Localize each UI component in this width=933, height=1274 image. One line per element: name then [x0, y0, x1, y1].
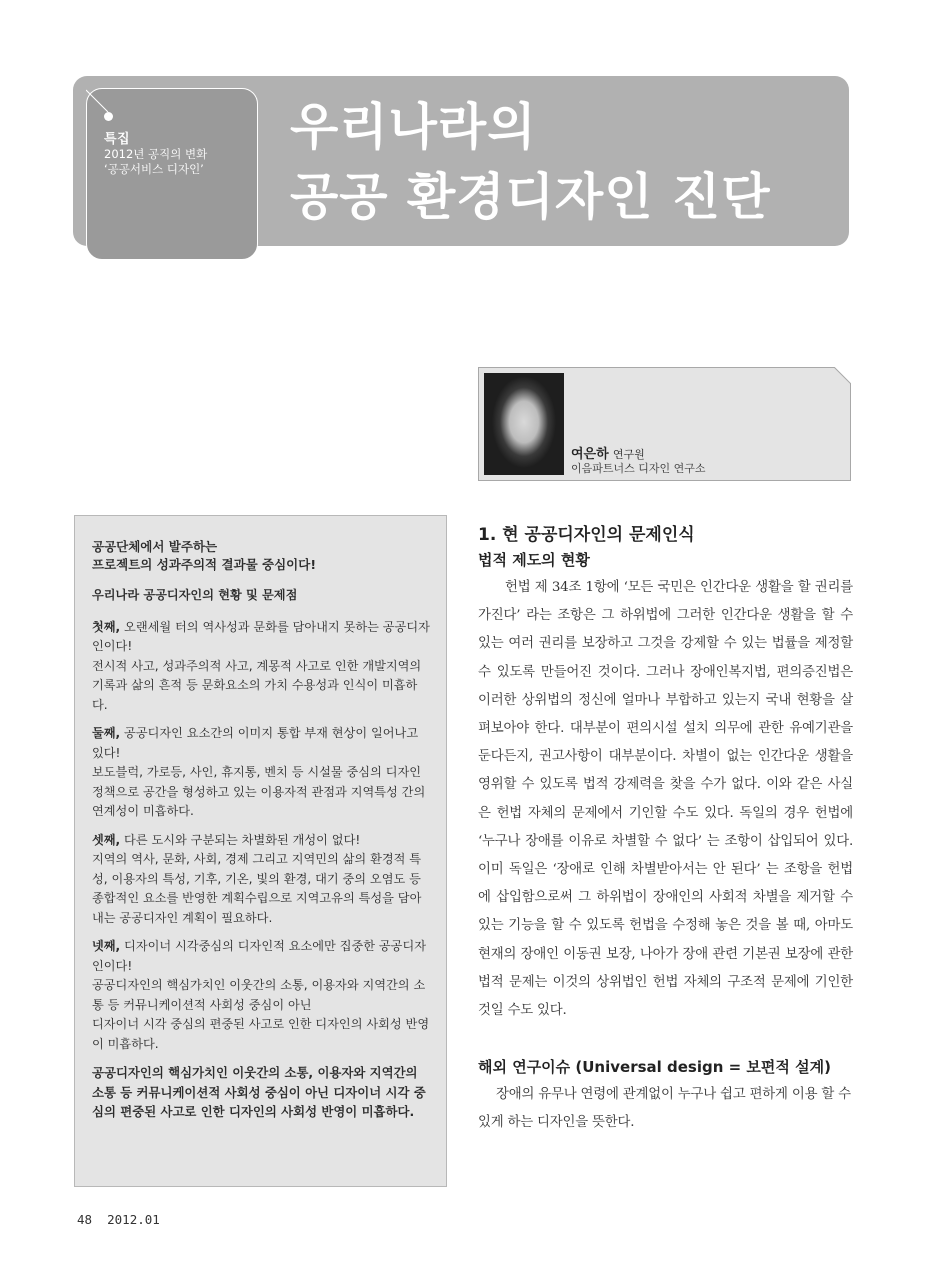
sidebar-item-title	[92, 724, 430, 763]
section-title: 1. 현 공공디자인의 문제인식	[478, 525, 695, 545]
page-footer	[77, 1212, 160, 1227]
sidebar-item-lead: 둘째,	[92, 726, 121, 740]
page-title	[290, 92, 771, 232]
sidebar-item-title	[92, 937, 430, 976]
sidebar-item-body: 지역의 역사, 문화, 사회, 경제 그리고 지역민의 삶의 환경적 특성, 이용자의 특성, 기후, 기온, 빛의 환경, 대기 중의 오염도 등 종합적인 요소를 반영한 계획수립으로 지역고유의 특성을 담아내는 공공디자인 계획이 필요하다.	[92, 852, 422, 925]
main-article	[478, 522, 853, 1138]
sidebar-item	[92, 618, 430, 716]
sidebar-item-body-2: 디자이너 시각 중심의 편중된 사고로 인한 디자인의 사회성 반영이 미흡하다.	[92, 1017, 430, 1051]
sidebar-item	[92, 937, 430, 1054]
sidebar-item-title	[92, 831, 430, 851]
sidebar-item-lead: 넷째,	[92, 939, 121, 953]
sidebar-item-body: 전시적 사고, 성과주의적 사고, 계몽적 사고로 인한 개발지역의 기록과 삶의 흔적 등 문화요소의 가치 수용성과 인식이 미흡하다.	[92, 658, 422, 712]
sidebar-conclusion: 공공디자인의 핵심가치인 이웃간의 소통, 이용자와 지역간의 소통 등 커뮤니케이션적 사회성 중심이 아닌 디자이너 시각 중심의 편중된 사고로 인한 디자인의 사회성 반영이 미흡하다.	[92, 1065, 426, 1119]
sidebar-item-title	[92, 618, 430, 657]
page-title-line-2: 공공 환경디자인 진단	[290, 168, 771, 226]
issue-date: 2012.01	[107, 1212, 160, 1227]
paragraph-universal-design: 장애의 유무나 연령에 관계없이 누구나 쉽고 편하게 이용 할 수 있게 하는 디자인을 뜻한다.	[478, 1087, 851, 1131]
sidebar-item-title-text: 디자이너 시각중심의 디자인적 요소에만 집중한 공공디자인이다!	[92, 939, 426, 973]
author-name: 여은하	[571, 447, 609, 462]
sidebar-item-title-text: 공공디자인 요소간의 이미지 통합 부재 현상이 일어나고 있다!	[92, 726, 419, 760]
sidebar-item-title-text: 다른 도시와 구분되는 차별화된 개성이 없다!	[120, 832, 361, 847]
sidebar-subheading: 우리나라 공공디자인의 현황 및 문제점	[92, 588, 298, 602]
sidebar-summary	[74, 515, 447, 1187]
sidebar-item-lead: 셋째,	[92, 832, 121, 847]
sidebar-item-title-text: 오랜세월 터의 역사성과 문화를 담아내지 못하는 공공디자인이다!	[92, 619, 430, 653]
subsection-title-universal-design: 해외 연구이슈 (Universal design = 보편적 설계)	[478, 1058, 831, 1077]
page-title-line-1: 우리나라의	[290, 98, 537, 156]
feature-label: 특집	[104, 132, 131, 147]
subsection-title-legal: 법적 제도의 현황	[478, 551, 590, 569]
card-fold-icon	[834, 367, 851, 384]
sidebar-item-body: 공공디자인의 핵심가치인 이웃간의 소통, 이용자와 지역간의 소통 등 커뮤니케이션적 사회성 중심이 아닌	[92, 978, 426, 1012]
sidebar-item	[92, 724, 430, 822]
sidebar-item-lead: 첫째,	[92, 619, 121, 634]
sidebar-item	[92, 831, 430, 929]
tag-dot-icon	[104, 112, 113, 121]
sidebar-item-body: 보도블럭, 가로등, 사인, 휴지통, 벤치 등 시설물 중심의 디자인정책으로 공간을 형성하고 있는 이용자적 관점과 지역특성 간의 연계성이 미흡하다.	[92, 765, 426, 818]
author-role: 연구원	[612, 448, 645, 461]
author-organization: 이음파트너스 디자인 연구소	[571, 462, 706, 475]
feature-subtitle	[104, 147, 207, 177]
feature-subtitle-line-2: ‘공공서비스 디자인’	[104, 162, 204, 176]
author-photo	[484, 373, 564, 475]
sidebar-heading-line-1: 공공단체에서 발주하는	[92, 539, 218, 554]
sidebar-heading	[92, 538, 430, 574]
feature-subtitle-line-1: 2012년 공직의 변화	[104, 147, 208, 161]
sidebar-heading-line-2: 프로젝트의 성과주의적 결과물 중심이다!	[92, 557, 317, 572]
paragraph-legal: 헌법 제 34조 1항에 ‘모든 국민은 인간다운 생활을 할 권리를 가진다’ 라는 조항은 그 하위법에 그러한 인간다운 생활을 할 수 있는 여러 권리를 보장하고 그것을 강제할 수 있는 법률을 제정할 수 있도록 만들어진 것이다. 그러나 장애인복지법, 편의증진법은 이러한 상위법의 정신에 얼마나 부합하고 있는지 국내 현황을 살펴보아야 한다. 대부분이 편의시설 설치 의무에 관한 유예기관을 둔다든지, 권고사항이 대부분이다. 차별이 없는 인간다운 생활을 영위할 수 있도록 법적 강제력을 찾을 수가 없다. 이와 같은 사실은 헌법 자체의 문제에서 기인할 수도 있다. 독일의 경우 헌법에 ‘누구나 장애를 이유로 차별할 수 없다’ 는 조항이 삽입되어 있다. 이미 독일은 ‘장애로 인해 차별받아서는 안 된다’ 는 조항을 헌법에 삽입함으로써 그 하위법이 장애인의 사회적 차별을 제거할 수 있는 기능을 할 수 있도록 헌법을 수정해 놓은 것을 볼 때, 아마도 현재의 장애인 이동권 보장, 나아가 장애 관련 기본권 보장에 관한 법적 문제는 이것의 상위법인 헌법 자체의 구조적 문제에 기인한 것일 수도 있다.	[478, 580, 853, 1019]
page-number: 48	[77, 1212, 93, 1227]
